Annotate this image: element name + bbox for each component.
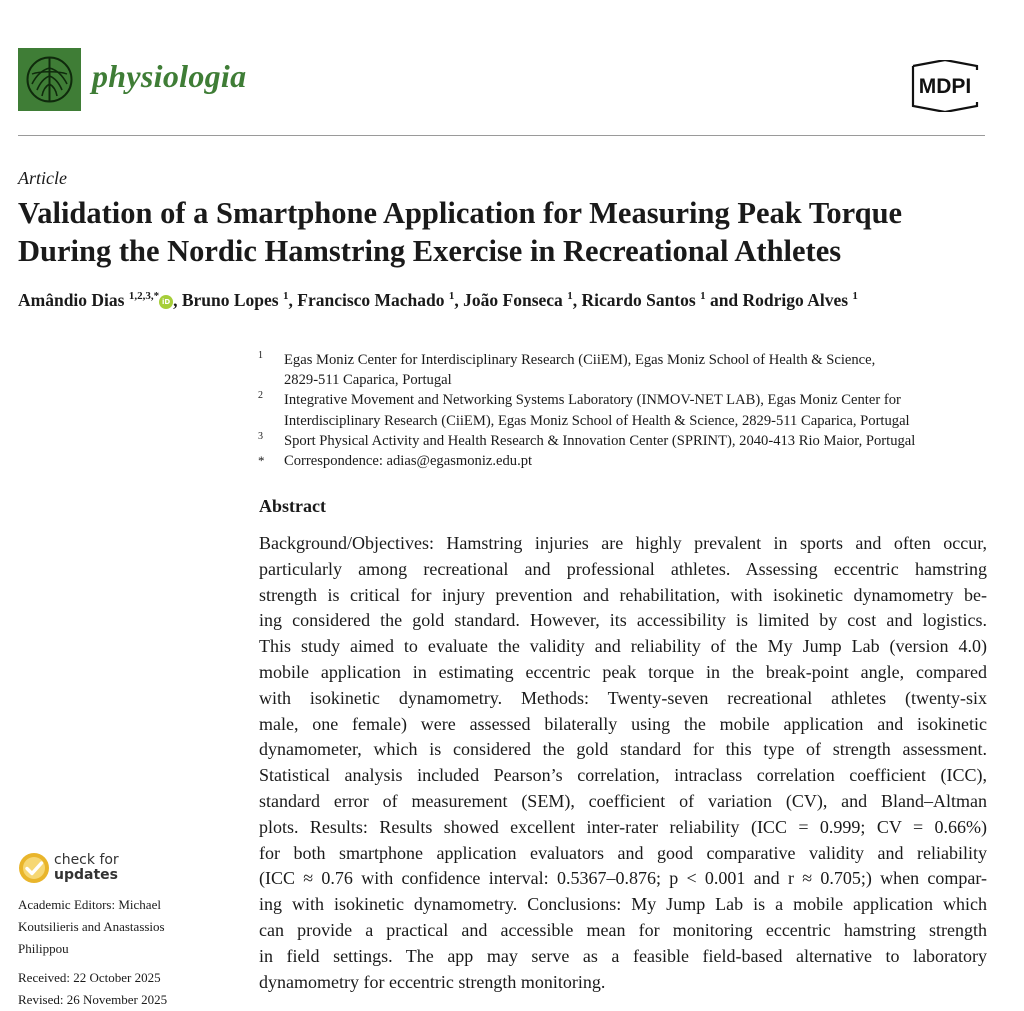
publisher-name: MDPI — [918, 75, 972, 98]
affiliation-line: Sport Physical Activity and Health Research & Innovation Center (SPRINT), 2040-413 Rio Maior, Portugal — [284, 432, 916, 449]
title-line: Validation of a Smartphone Application for Measuring Peak Torque — [18, 196, 903, 230]
abstract-line: can provide a practical and accessible mean for monitoring eccentric hamstring strength — [259, 919, 987, 940]
author-affiliation-marks: 1 — [448, 290, 455, 302]
author-list — [18, 290, 1008, 311]
affiliation-line: Interdisciplinary Research (CiiEM), Egas Moniz School of Health & Science, 2829-511 Caparica, Portugal — [284, 412, 910, 429]
affiliation-marker: 1 — [258, 350, 263, 361]
check-badge-icon — [18, 852, 50, 884]
author-affiliation-marks: 1 — [567, 290, 573, 302]
author-separator: , — [572, 290, 582, 310]
affiliation-item — [258, 390, 988, 430]
editors-line: Philippou — [18, 941, 69, 956]
publication-dates — [18, 967, 167, 1011]
author-affiliation-marks: 1 — [283, 290, 289, 302]
abstract-line: strength is critical for injury prevention and rehabilitation, with isokinetic dynamometry be- — [259, 584, 987, 605]
abstract-line: for both smartphone application evaluators and good comparative validity and reliability — [259, 842, 987, 863]
abstract-line: dynamometry for eccentric strength monitoring. — [259, 971, 606, 992]
author[interactable] — [18, 290, 173, 310]
revised-date: Revised: 26 November 2025 — [18, 992, 168, 1007]
author-name: Amândio Dias — [18, 290, 125, 310]
article-title — [18, 194, 998, 270]
author-affiliation-marks: 1,2,3,* — [128, 290, 160, 302]
author[interactable] — [182, 290, 289, 310]
author[interactable] — [297, 290, 454, 310]
abstract-line: This study aimed to evaluate the validity and reliability of the My Jump Lab (version 4.0) — [259, 636, 987, 657]
author-separator: and — [705, 290, 743, 310]
affiliation-item — [258, 350, 988, 390]
abstract-line: in field settings. The app may serve as a feasible field-based alternative to laboratory — [259, 945, 987, 966]
author-affiliation-marks: 1 — [852, 290, 858, 302]
academic-editors — [18, 894, 208, 960]
abstract-line: plots. Results: Results showed excellent inter-rater reliability (ICC = 0.999; CV = 0.66%) — [259, 816, 987, 837]
author-affiliation-marks: 1 — [700, 290, 706, 302]
author[interactable] — [463, 290, 573, 310]
correspondence-email[interactable]: Correspondence: adias@egasmoniz.edu.pt — [284, 453, 533, 470]
abstract-line: (ICC ≈ 0.76 with confidence interval: 0.5367–0.876; p < 0.001 and r ≈ 0.705;) when compar- — [259, 868, 987, 889]
author-name: Rodrigo Alves — [742, 290, 849, 310]
abstract-text — [259, 531, 987, 995]
author-separator: , — [454, 290, 464, 310]
article-type: Article — [18, 168, 67, 188]
author-name: Ricardo Santos — [581, 290, 696, 310]
author[interactable] — [743, 290, 858, 310]
abstract-line: Background/Objectives: Hamstring injuries are highly prevalent in sports and often occur, — [259, 533, 987, 553]
author-name: João Fonseca — [463, 290, 563, 310]
author-name: Bruno Lopes — [181, 290, 279, 310]
abstract-line: male, one female) were assessed bilaterally using the mobile application and isokinetic — [259, 713, 987, 734]
author-separator: , — [288, 290, 298, 310]
received-date: Received: 22 October 2025 — [18, 970, 161, 985]
editors-line: Academic Editors: Michael — [18, 897, 161, 912]
abstract-line: Statistical analysis included Pearson’s correlation, intraclass correlation coefficient (ICC), — [259, 765, 987, 786]
title-line: During the Nordic Hamstring Exercise in Recreational Athletes — [18, 234, 842, 268]
abstract-line: particularly among recreational and professional athletes. Assessing eccentric hamstring — [259, 558, 987, 579]
header-divider — [18, 135, 985, 136]
editors-line: Koutsilieris and Anastassios — [18, 919, 165, 934]
check-updates-label: check for — [54, 852, 119, 868]
author-separator: , — [173, 290, 182, 310]
affiliation-marker: 3 — [258, 430, 263, 442]
author[interactable] — [581, 290, 705, 310]
affiliation-marker: 2 — [258, 390, 263, 402]
affiliation-marker: * — [258, 453, 265, 469]
affiliations — [258, 350, 988, 471]
affiliation-line: Integrative Movement and Networking Systems Laboratory (INMOV-NET LAB), Egas Moniz Center for — [284, 392, 901, 409]
journal-name[interactable]: physiologia — [92, 58, 247, 94]
abstract-line: ing with isokinetic dynamometry. Conclusions: My Jump Lab is a mobile application which — [259, 894, 987, 915]
affiliation-line: Egas Moniz Center for Interdisciplinary Research (CiiEM), Egas Moniz School of Health & Science, — [284, 352, 876, 368]
affiliation-line: 2829-511 Caparica, Portugal — [284, 372, 452, 389]
abstract-heading: Abstract — [259, 496, 326, 516]
globe-tree-icon — [18, 48, 81, 111]
check-for-updates-button[interactable] — [18, 852, 128, 886]
check-updates-label-bold: updates — [54, 867, 118, 883]
abstract-line: dynamometer, which is considered the gold standard for this type of strength assessment. — [259, 739, 987, 760]
abstract-line: standard error of measurement (SEM), coefficient of variation (CV), and Bland–Altman — [259, 790, 987, 811]
affiliation-item — [258, 431, 988, 451]
abstract-line: with isokinetic dynamometry. Methods: Twenty-seven recreational athletes (twenty-six — [259, 687, 987, 708]
abstract-line: ing considered the gold standard. However, its accessibility is limited by cost and logistics. — [259, 610, 987, 631]
mdpi-logo[interactable] — [905, 60, 985, 112]
abstract-line: mobile application in estimating eccentric peak torque in the break-point angle, compared — [259, 661, 987, 682]
correspondence — [258, 451, 988, 471]
author-name: Francisco Machado — [297, 290, 445, 310]
orcid-icon[interactable]: iD — [159, 295, 173, 309]
journal-logo — [18, 48, 81, 111]
